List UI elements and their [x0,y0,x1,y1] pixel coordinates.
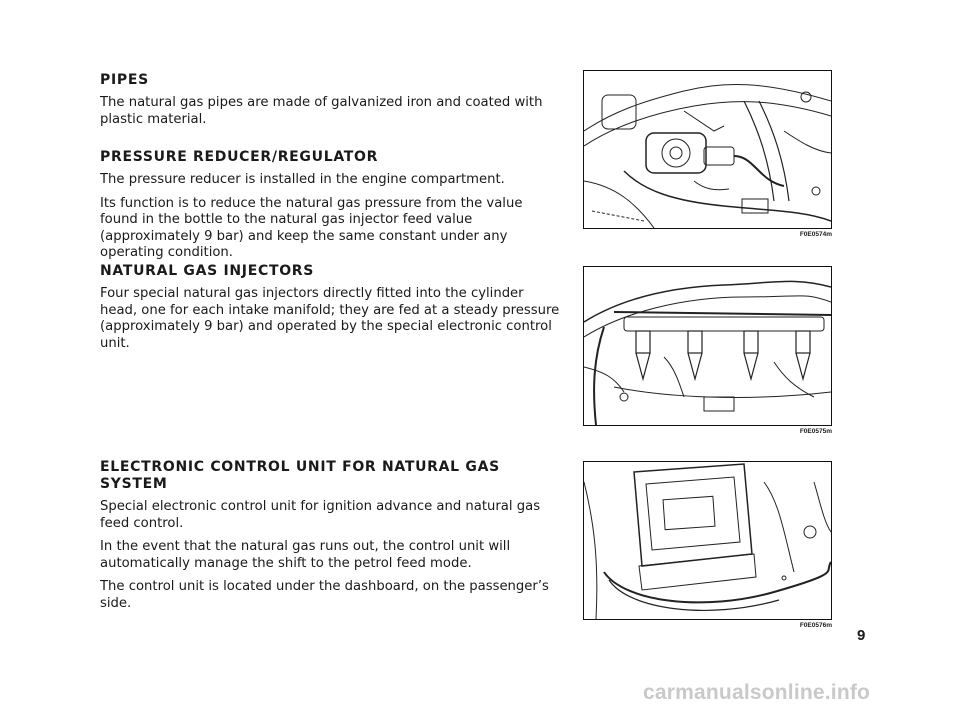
page-number: 9 [857,627,866,644]
figure-illustration [583,461,832,620]
section-heading: NATURAL GAS INJECTORS [100,263,315,279]
figure-pressure-reducer [583,70,832,238]
section-ecu [100,459,555,620]
section-injectors [100,263,562,359]
figure-injectors [583,266,832,435]
section-heading: PRESSURE REDUCER/REGULATOR [100,149,379,165]
figure-code: F0E0575m [799,428,832,435]
figure-illustration [583,70,832,229]
paragraph: The natural gas pipes are made of galvanized iron and coated with plastic material. [100,95,543,127]
figure-illustration [583,266,832,426]
figure-code: F0E0576m [799,622,832,629]
paragraph: In the event that the natural gas runs out, the control unit will automatically manage the shift to the petrol feed mode. [100,539,511,571]
engine-illustration-1 [584,71,831,228]
figure-code: F0E0574m [799,231,832,238]
section-pressure-reducer [100,149,562,269]
paragraph: Four special natural gas injectors directly fitted into the cylinder head, one for each intake manifold; they are fed at a steady pressure (approximately 9 bar) and operated by the special electronic control unit. [100,286,560,351]
paragraph: Special electronic control unit for ignition advance and natural gas feed control. [100,499,541,531]
ecu-illustration [584,462,831,619]
section-pipes [100,72,562,135]
section-heading: ELECTRONIC CONTROL UNIT FOR NATURAL GAS SYSTEM [100,459,500,492]
paragraph: The pressure reducer is installed in the engine compartment. [100,172,505,187]
watermark: carmanualsonline.info [643,681,871,704]
engine-illustration-2 [584,267,831,425]
paragraph: Its function is to reduce the natural gas pressure from the value found in the bottle to the natural gas injector feed value (approximately 9 bar) and keep the same constant under any operating condition. [100,195,523,261]
paragraph: The control unit is located under the dashboard, on the passenger’s side. [100,579,549,611]
section-heading: PIPES [100,72,149,88]
figure-ecu [583,461,832,629]
